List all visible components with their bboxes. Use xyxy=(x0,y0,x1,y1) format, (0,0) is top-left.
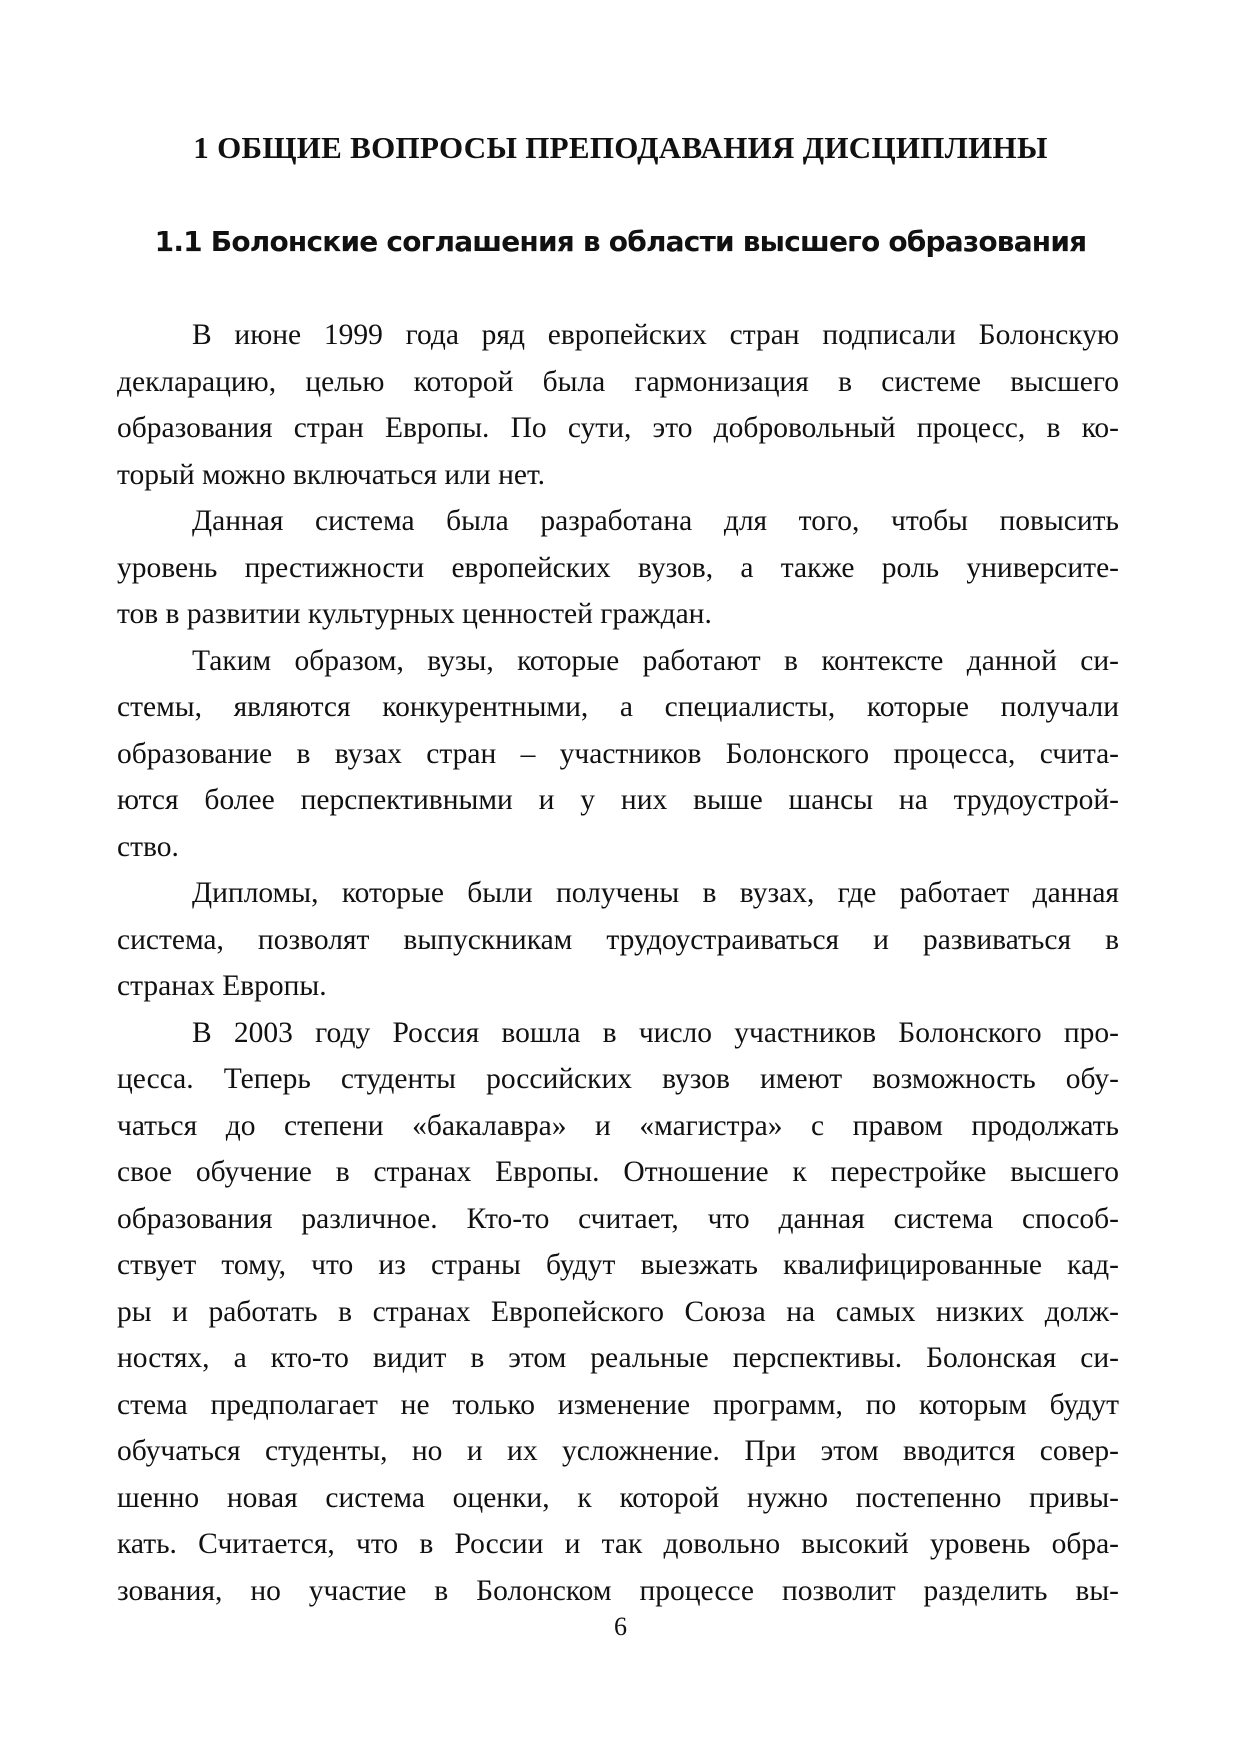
paragraph xyxy=(117,1010,1119,1615)
text-line: тов в развитии культурных ценностей граждан. xyxy=(117,598,712,630)
text-line: Таким образом, вузы, которые работают в контексте данной си- xyxy=(192,644,1119,677)
page-number: 6 xyxy=(614,1612,627,1641)
text-line: чаться до степени «бакалавра» и «магистра» с правом продолжать xyxy=(117,1109,1119,1142)
text-line: ются более перспективными и у них выше шансы на трудоустрой- xyxy=(117,784,1119,816)
text-line: странах Европы. xyxy=(117,970,327,1002)
text-line: кать. Считается, что в России и так довольно высокий уровень обра- xyxy=(117,1528,1119,1560)
text-line: шенно новая система оценки, к которой нужно постепенно привы- xyxy=(117,1481,1119,1514)
text-line: цесса. Теперь студенты российских вузов имеют возможность обу- xyxy=(117,1063,1119,1095)
text-line: стема предполагает не только изменение программ, по которым будут xyxy=(117,1388,1119,1421)
text-line: образования различное. Кто-то считает, что данная система способ- xyxy=(117,1202,1119,1235)
text-line: торый можно включаться или нет. xyxy=(117,458,546,491)
text-line: В 2003 году Россия вошла в число участников Болонского про- xyxy=(192,1016,1119,1049)
text-line: образования стран Европы. По сути, это добровольный процесс, в ко- xyxy=(117,412,1119,444)
text-line: система, позволят выпускникам трудоустраиваться и развиваться в xyxy=(117,923,1119,956)
paragraph xyxy=(117,498,1119,638)
text-line: обучаться студенты, но и их усложнение. При этом вводится совер- xyxy=(117,1435,1119,1467)
text-line: ство. xyxy=(117,830,179,863)
text-line: В июне 1999 года ряд европейских стран подписали Болонскую xyxy=(192,319,1119,351)
section-heading: 1.1 Болонские соглашения в области высшего образования xyxy=(154,225,1087,258)
text-line: свое обучение в странах Европы. Отношение к перестройке высшего xyxy=(117,1156,1119,1188)
text-line: Данная система была разработана для того, чтобы повысить xyxy=(192,505,1119,537)
body-text xyxy=(117,312,1119,1614)
text-line: ры и работать в странах Европейского Союза на самых низких долж- xyxy=(117,1295,1119,1328)
paragraph xyxy=(117,638,1119,871)
chapter-heading: 1 ОБЩИЕ ВОПРОСЫ ПРЕПОДАВАНИЯ ДИСЦИПЛИНЫ xyxy=(193,130,1048,165)
text-line: ностях, а кто-то видит в этом реальные перспективы. Болонская си- xyxy=(117,1342,1119,1374)
text-line: Дипломы, которые были получены в вузах, где работает данная xyxy=(192,877,1119,909)
text-line: образование в вузах стран – участников Болонского процесса, счита- xyxy=(117,737,1119,770)
paragraph xyxy=(117,870,1119,1010)
text-line: зования, но участие в Болонском процессе позволит разделить вы- xyxy=(117,1574,1119,1607)
text-line: декларацию, целью которой была гармонизация в системе высшего xyxy=(117,365,1119,398)
text-line: уровень престижности европейских вузов, а также роль университе- xyxy=(117,551,1119,584)
paragraph xyxy=(117,312,1119,498)
text-line: стемы, являются конкурентными, а специалисты, которые получали xyxy=(117,691,1119,723)
text-line: ствует тому, что из страны будут выезжать квалифицированные кад- xyxy=(117,1249,1119,1281)
